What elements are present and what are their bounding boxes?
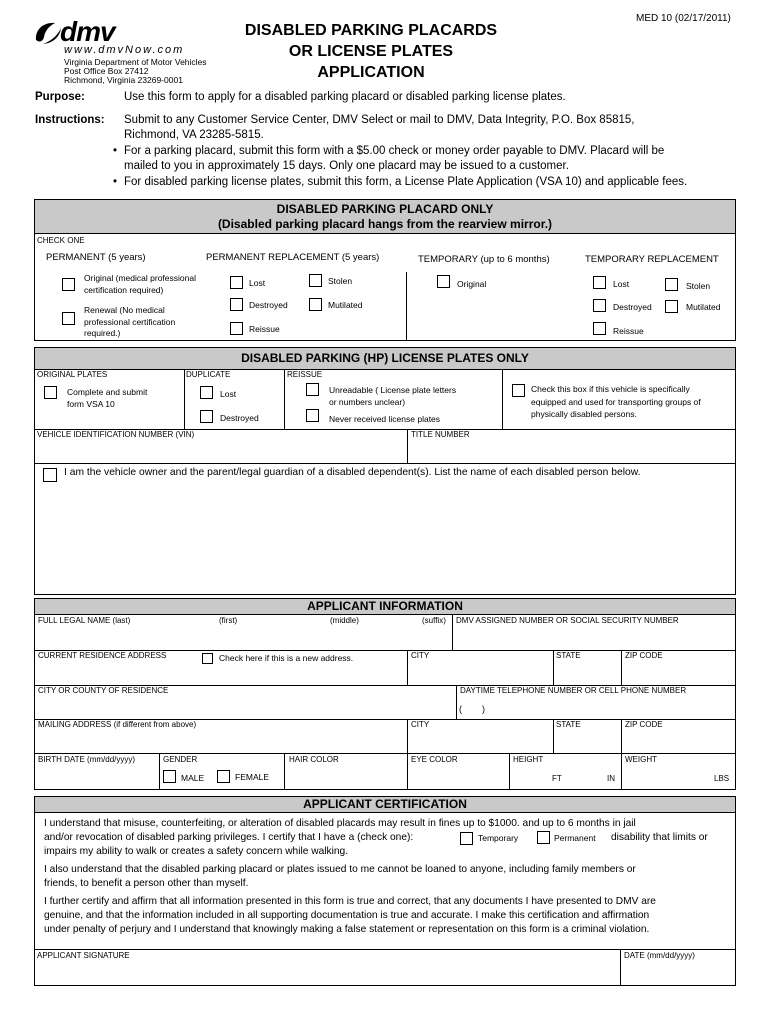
reissue-never-received-label: Never received license plates bbox=[329, 414, 441, 424]
perm-replacement-lost-label: Lost bbox=[249, 278, 266, 288]
birth-date-label: BIRTH DATE (mm/dd/yyyy) bbox=[38, 755, 136, 764]
logo-url: www.dmvNow.com bbox=[64, 44, 185, 56]
perm-replacement-lost-checkbox[interactable] bbox=[230, 276, 243, 289]
date-label: DATE (mm/dd/yyyy) bbox=[624, 951, 695, 960]
applicant-col-divider bbox=[553, 650, 554, 685]
perm-replacement-mutilated-label: Mutilated bbox=[328, 300, 363, 310]
disabled-persons-list-field[interactable] bbox=[36, 486, 734, 592]
certification-paragraph-1: I understand that misuse, counterfeiting, or alteration of disabled placards may result in fines up to $1000. and up to 6 months in jail and/or revocation of disabled parking privileges. I certify that I have a (check one): Temporary Permanent disability that limits or impairs my ability to walk or creates a safety concern while walking. bbox=[44, 818, 708, 857]
applicant-col-divider bbox=[284, 753, 285, 790]
applicant-col-divider bbox=[621, 719, 622, 753]
applicant-col-divider bbox=[159, 753, 160, 790]
mailing-city-label: CITY bbox=[411, 720, 430, 729]
perm-replacement-stolen-label: Stolen bbox=[328, 276, 353, 286]
city-county-label: CITY OR COUNTY OF RESIDENCE bbox=[38, 686, 169, 695]
temporary-original-checkbox[interactable] bbox=[437, 275, 450, 288]
perm-replacement-reissue-checkbox[interactable] bbox=[230, 322, 243, 335]
certification-paragraph-2: I also understand that the disabled parking placard or plates issued to me cannot be loaned to anyone, including family members or friends, to benefit a person other than myself. bbox=[44, 864, 636, 889]
height-in-field[interactable] bbox=[566, 767, 606, 788]
reissue-unreadable-label: Unreadable ( License plate letters or numbers unclear) bbox=[329, 385, 457, 407]
dmv-address-line: Post Office Box 27412 bbox=[64, 66, 149, 76]
new-address-label: Check here if this is a new address. bbox=[219, 653, 354, 663]
instructions-text: Submit to any Customer Service Center, DMV Select or mail to DMV, Data Integrity, P.O. Box 85815, bbox=[124, 114, 635, 126]
reissue-unreadable-checkbox[interactable] bbox=[306, 383, 319, 396]
phone-label: DAYTIME TELEPHONE NUMBER OR CELL PHONE NUMBER bbox=[460, 686, 687, 695]
reissue-never-received-checkbox[interactable] bbox=[306, 409, 319, 422]
permanent-replacement-heading: PERMANENT REPLACEMENT (5 years) bbox=[206, 252, 380, 263]
hair-color-label: HAIR COLOR bbox=[289, 755, 339, 764]
special-vehicle-label: Check this box if this vehicle is specifically equipped and used for transporting groups of physically disabled persons. bbox=[531, 384, 701, 419]
perm-replacement-stolen-checkbox[interactable] bbox=[309, 274, 322, 287]
original-plates-label: Complete and submit form VSA 10 bbox=[67, 387, 148, 409]
applicant-col-divider bbox=[621, 753, 622, 790]
city-label: CITY bbox=[411, 651, 430, 660]
mailing-address-label: MAILING ADDRESS (if different from above) bbox=[38, 720, 197, 729]
suffix-label: (suffix) bbox=[422, 616, 446, 625]
gender-female-label: FEMALE bbox=[235, 772, 270, 782]
residence-address-field[interactable] bbox=[36, 666, 405, 683]
perm-replacement-mutilated-checkbox[interactable] bbox=[309, 298, 322, 311]
signature-field[interactable] bbox=[36, 963, 618, 984]
state-label: STATE bbox=[556, 651, 581, 660]
height-in-label: IN bbox=[607, 774, 615, 783]
new-address-checkbox[interactable] bbox=[202, 653, 213, 664]
perm-replacement-destroyed-label: Destroyed bbox=[249, 300, 288, 310]
temp-replacement-mutilated-checkbox[interactable] bbox=[665, 300, 678, 313]
gender-male-label: MALE bbox=[181, 773, 205, 783]
height-label: HEIGHT bbox=[513, 755, 544, 764]
permanent-original-label: Original (medical professional certification required) bbox=[84, 273, 196, 295]
date-field[interactable] bbox=[623, 963, 734, 984]
cert-permanent-checkbox[interactable] bbox=[537, 831, 550, 844]
vin-label: VEHICLE IDENTIFICATION NUMBER (VIN) bbox=[37, 430, 195, 439]
temp-replacement-destroyed-label: Destroyed bbox=[613, 302, 652, 312]
temp-replacement-lost-checkbox[interactable] bbox=[593, 276, 606, 289]
hair-color-field[interactable] bbox=[287, 767, 405, 788]
form-title: DISABLED PARKING PLACARDS OR LICENSE PLATES APPLICATION bbox=[244, 22, 498, 81]
gender-female-checkbox[interactable] bbox=[217, 770, 230, 783]
height-ft-label: FT bbox=[552, 774, 562, 783]
reissue-heading: REISSUE bbox=[287, 370, 323, 379]
plates-section-header: DISABLED PARKING (HP) LICENSE PLATES ONLY bbox=[34, 347, 736, 370]
certification-paragraph-3: I further certify and affirm that all information presented in this form is true and correct, that any documents I have presented to DMV are genuine, and that the information included in all supporting documentation is true and accurate. I make this certification and affirmation under penalty of perjury and I understand that knowingly making a false statement or representation on this form is a criminal violation. bbox=[44, 896, 656, 935]
instructions-bullet: For a parking placard, submit this form with a $5.00 check or money order payable to DMV. Placard will be bbox=[124, 145, 665, 157]
temp-replacement-stolen-checkbox[interactable] bbox=[665, 278, 678, 291]
applicant-col-divider bbox=[621, 650, 622, 685]
plates-divider bbox=[502, 369, 503, 430]
purpose-text: Use this form to apply for a disabled parking placard or disabled parking license plates. bbox=[124, 91, 566, 103]
cert-temporary-label: Temporary bbox=[478, 833, 519, 843]
check-one-label: CHECK ONE bbox=[37, 236, 85, 245]
phone-field[interactable] bbox=[459, 698, 734, 717]
city-field[interactable] bbox=[410, 664, 551, 683]
temp-replacement-destroyed-checkbox[interactable] bbox=[593, 299, 606, 312]
temp-replacement-reissue-label: Reissue bbox=[613, 326, 644, 336]
applicant-row-divider bbox=[34, 753, 736, 754]
cert-permanent-label: Permanent bbox=[554, 833, 596, 843]
mailing-state-field[interactable] bbox=[556, 732, 619, 751]
guardian-checkbox[interactable] bbox=[43, 468, 57, 482]
instructions-text: Richmond, VA 23285-5815. bbox=[124, 129, 264, 141]
dmv-address-line: Richmond, Virginia 23269-0001 bbox=[64, 75, 183, 85]
temp-replacement-reissue-checkbox[interactable] bbox=[593, 322, 606, 335]
title-number-field[interactable] bbox=[410, 441, 734, 461]
state-field[interactable] bbox=[556, 664, 619, 683]
plates-divider bbox=[34, 463, 736, 464]
birth-date-field[interactable] bbox=[36, 767, 157, 788]
mailing-zip-label: ZIP CODE bbox=[625, 720, 663, 729]
plates-divider bbox=[284, 369, 285, 430]
temp-replacement-mutilated-label: Mutilated bbox=[686, 302, 721, 312]
duplicate-destroyed-label: Destroyed bbox=[220, 413, 259, 423]
duplicate-destroyed-checkbox[interactable] bbox=[200, 410, 213, 423]
permanent-renewal-label: Renewal (No medical professional certification required.) bbox=[84, 305, 176, 338]
plates-divider bbox=[407, 429, 408, 464]
mailing-zip-field[interactable] bbox=[624, 732, 734, 751]
permanent-heading: PERMANENT (5 years) bbox=[46, 252, 146, 263]
placard-section-header: DISABLED PARKING PLACARD ONLY (Disabled parking placard hangs from the rearview mirror.) bbox=[34, 199, 736, 234]
applicant-col-divider bbox=[456, 685, 457, 719]
perm-replacement-reissue-label: Reissue bbox=[249, 324, 280, 334]
full-name-label: FULL LEGAL NAME (last) bbox=[38, 616, 131, 625]
temp-replacement-stolen-label: Stolen bbox=[686, 281, 711, 291]
residence-address-label: CURRENT RESIDENCE ADDRESS bbox=[38, 651, 167, 660]
special-vehicle-checkbox[interactable] bbox=[512, 384, 525, 397]
purpose-label: Purpose: bbox=[35, 91, 85, 103]
bullet-icon: • bbox=[113, 145, 118, 157]
logo-text: dmv bbox=[60, 16, 115, 47]
zip-field[interactable] bbox=[624, 664, 734, 683]
dmv-number-field[interactable] bbox=[455, 628, 734, 648]
city-county-field[interactable] bbox=[36, 698, 454, 717]
instructions-bullet: For disabled parking license plates, submit this form, a License Plate Application (VSA 10) and applicable fees. bbox=[124, 176, 688, 188]
weight-field[interactable] bbox=[624, 767, 712, 788]
mailing-state-label: STATE bbox=[556, 720, 581, 729]
certification-section-header: APPLICANT CERTIFICATION bbox=[34, 796, 736, 813]
applicant-col-divider bbox=[407, 650, 408, 685]
applicant-col-divider bbox=[553, 719, 554, 753]
bullet-icon: • bbox=[113, 176, 118, 188]
first-name-label: (first) bbox=[219, 616, 238, 625]
temporary-heading: TEMPORARY (up to 6 months) bbox=[418, 254, 550, 265]
middle-name-label: (middle) bbox=[330, 616, 359, 625]
instructions-bullet: mailed to you in approximately 15 days. Only one placard may be issued to a customer. bbox=[124, 160, 569, 172]
applicant-col-divider bbox=[509, 753, 510, 790]
dmv-swoosh-icon bbox=[33, 20, 63, 46]
title-number-label: TITLE NUMBER bbox=[411, 430, 470, 439]
guardian-text: I am the vehicle owner and the parent/legal guardian of a disabled dependent(s). List the name of each disabled person below. bbox=[64, 467, 641, 478]
applicant-col-divider bbox=[407, 753, 408, 790]
full-name-field[interactable] bbox=[36, 628, 450, 648]
applicant-col-divider bbox=[407, 719, 408, 753]
height-ft-field[interactable] bbox=[512, 767, 550, 788]
applicant-section-header: APPLICANT INFORMATION bbox=[34, 598, 736, 615]
cert-temporary-checkbox[interactable] bbox=[460, 832, 473, 845]
perm-replacement-destroyed-checkbox[interactable] bbox=[230, 298, 243, 311]
signature-divider bbox=[34, 949, 736, 950]
eye-color-field[interactable] bbox=[410, 767, 507, 788]
temp-replacement-lost-label: Lost bbox=[613, 279, 630, 289]
duplicate-lost-label: Lost bbox=[220, 389, 237, 399]
instructions-label: Instructions: bbox=[35, 114, 105, 126]
temporary-replacement-heading: TEMPORARY REPLACEMENT bbox=[585, 254, 719, 265]
dmv-address-line: Virginia Department of Motor Vehicles bbox=[64, 57, 207, 67]
applicant-col-divider bbox=[452, 614, 453, 650]
mailing-city-field[interactable] bbox=[410, 732, 551, 751]
eye-color-label: EYE COLOR bbox=[411, 755, 458, 764]
gender-male-checkbox[interactable] bbox=[163, 770, 176, 783]
original-plates-checkbox[interactable] bbox=[44, 386, 57, 399]
permanent-renewal-checkbox[interactable] bbox=[62, 312, 75, 325]
permanent-original-checkbox[interactable] bbox=[62, 278, 75, 291]
original-plates-heading: ORIGINAL PLATES bbox=[37, 370, 108, 379]
temporary-original-label: Original bbox=[457, 279, 487, 289]
signature-label: APPLICANT SIGNATURE bbox=[37, 951, 130, 960]
cert-line-end: disability that limits or bbox=[611, 832, 708, 843]
signature-divider bbox=[620, 949, 621, 986]
duplicate-heading: DUPLICATE bbox=[186, 370, 231, 379]
gender-label: GENDER bbox=[163, 755, 198, 764]
phone-area-code: ( ) bbox=[459, 704, 485, 714]
plates-divider bbox=[184, 369, 185, 430]
duplicate-lost-checkbox[interactable] bbox=[200, 386, 213, 399]
vin-field[interactable] bbox=[36, 441, 404, 461]
zip-label: ZIP CODE bbox=[625, 651, 663, 660]
placard-divider bbox=[406, 272, 407, 341]
dmv-number-label: DMV ASSIGNED NUMBER OR SOCIAL SECURITY NUMBER bbox=[456, 616, 679, 625]
weight-lbs-label: LBS bbox=[714, 774, 730, 783]
mailing-address-field[interactable] bbox=[36, 732, 405, 751]
form-id: MED 10 (02/17/2011) bbox=[636, 13, 731, 24]
weight-label: WEIGHT bbox=[625, 755, 657, 764]
